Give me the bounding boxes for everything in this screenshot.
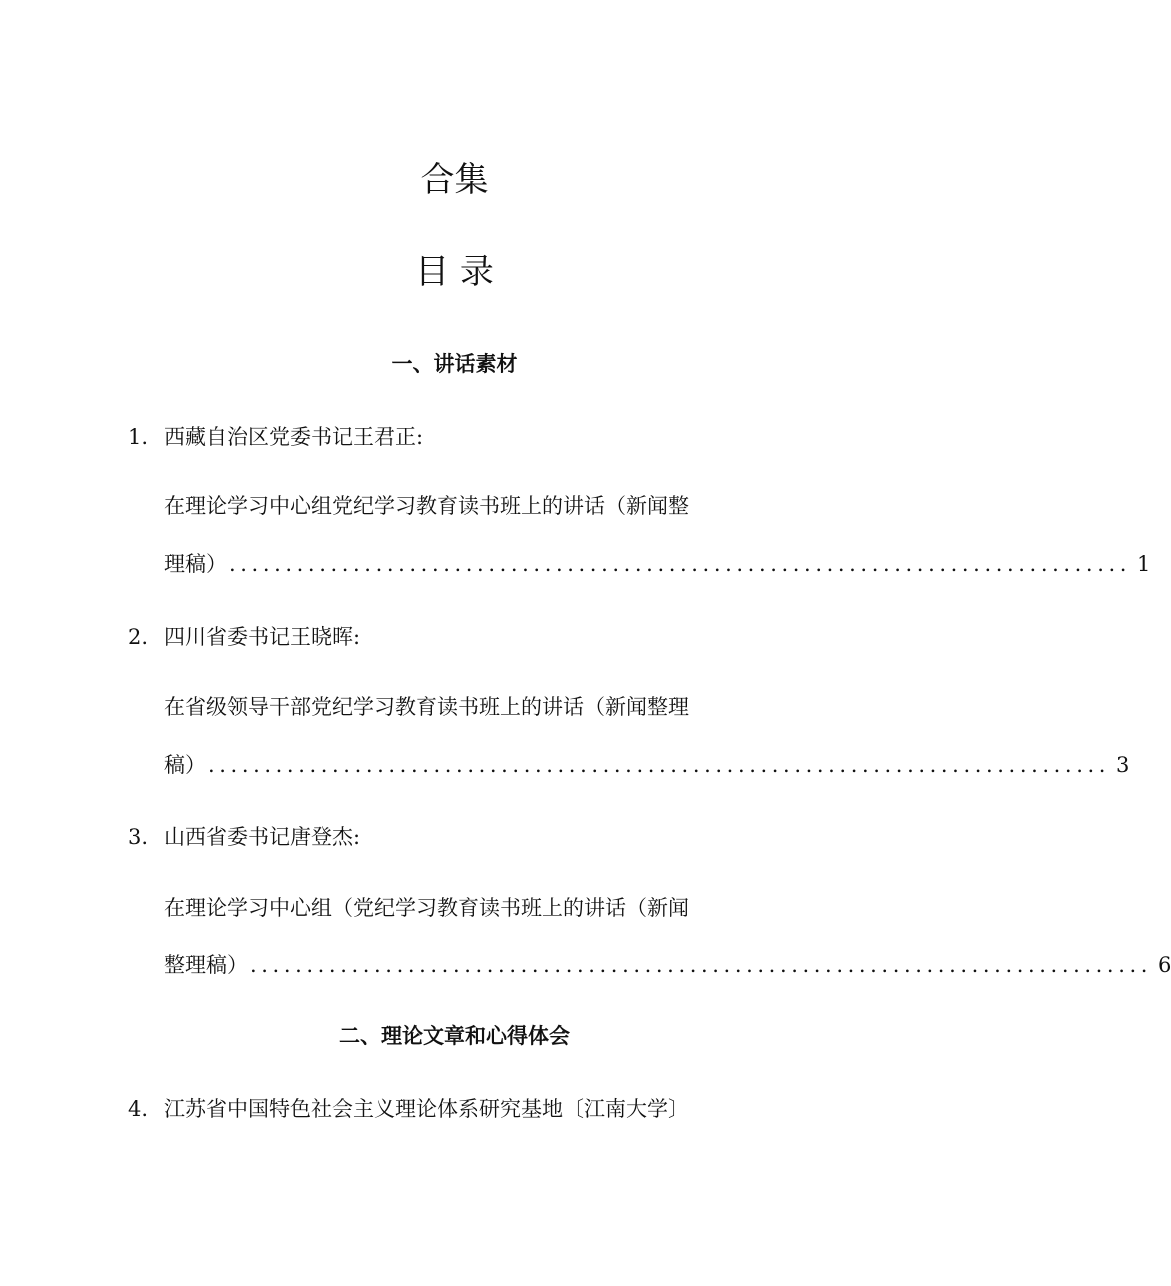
toc-link-line[interactable] — [164, 750, 1130, 780]
entry-title-end: 理稿） — [164, 552, 227, 576]
dot-leader: ................................................................................ — [208, 753, 1111, 777]
dot-leader: ................................................................................ — [250, 953, 1153, 977]
page-number: 6 — [1158, 953, 1171, 977]
entry-author: 西藏自治区党委书记王君正: — [164, 425, 424, 449]
entry-number: 1. — [128, 425, 149, 449]
toc-link-line[interactable] — [164, 549, 1151, 579]
toc-entry-head — [128, 1094, 689, 1124]
section-heading: 二、理论文章和心得体会 — [339, 1024, 570, 1048]
toc-title: 目 录 — [415, 252, 494, 292]
entry-number: 4. — [128, 1097, 149, 1121]
entry-title-line: 在省级领导干部党纪学习教育读书班上的讲话（新闻整理 — [164, 695, 689, 719]
toc-entry-head — [128, 822, 360, 852]
entry-title-line: 在理论学习中心组党纪学习教育读书班上的讲话（新闻整 — [164, 494, 689, 518]
entry-number: 2. — [128, 625, 149, 649]
page-number: 1 — [1137, 552, 1151, 576]
section-heading: 一、讲话素材 — [391, 352, 518, 376]
toc-entry-head — [128, 622, 360, 652]
toc-link-line[interactable] — [164, 950, 1171, 980]
page-number: 3 — [1116, 753, 1130, 777]
collection-title: 合集 — [420, 160, 489, 200]
entry-number: 3. — [128, 825, 149, 849]
entry-author: 山西省委书记唐登杰: — [164, 825, 361, 849]
toc-entry-head — [128, 422, 423, 452]
entry-title-line: 在理论学习中心组（党纪学习教育读书班上的讲话（新闻 — [164, 896, 689, 920]
entry-author: 四川省委书记王晓晖: — [164, 625, 361, 649]
entry-author: 江苏省中国特色社会主义理论体系研究基地〔江南大学〕 — [164, 1097, 689, 1121]
dot-leader: ................................................................................ — [229, 552, 1132, 576]
entry-title-end: 整理稿） — [164, 953, 248, 977]
entry-title-end: 稿） — [164, 753, 206, 777]
